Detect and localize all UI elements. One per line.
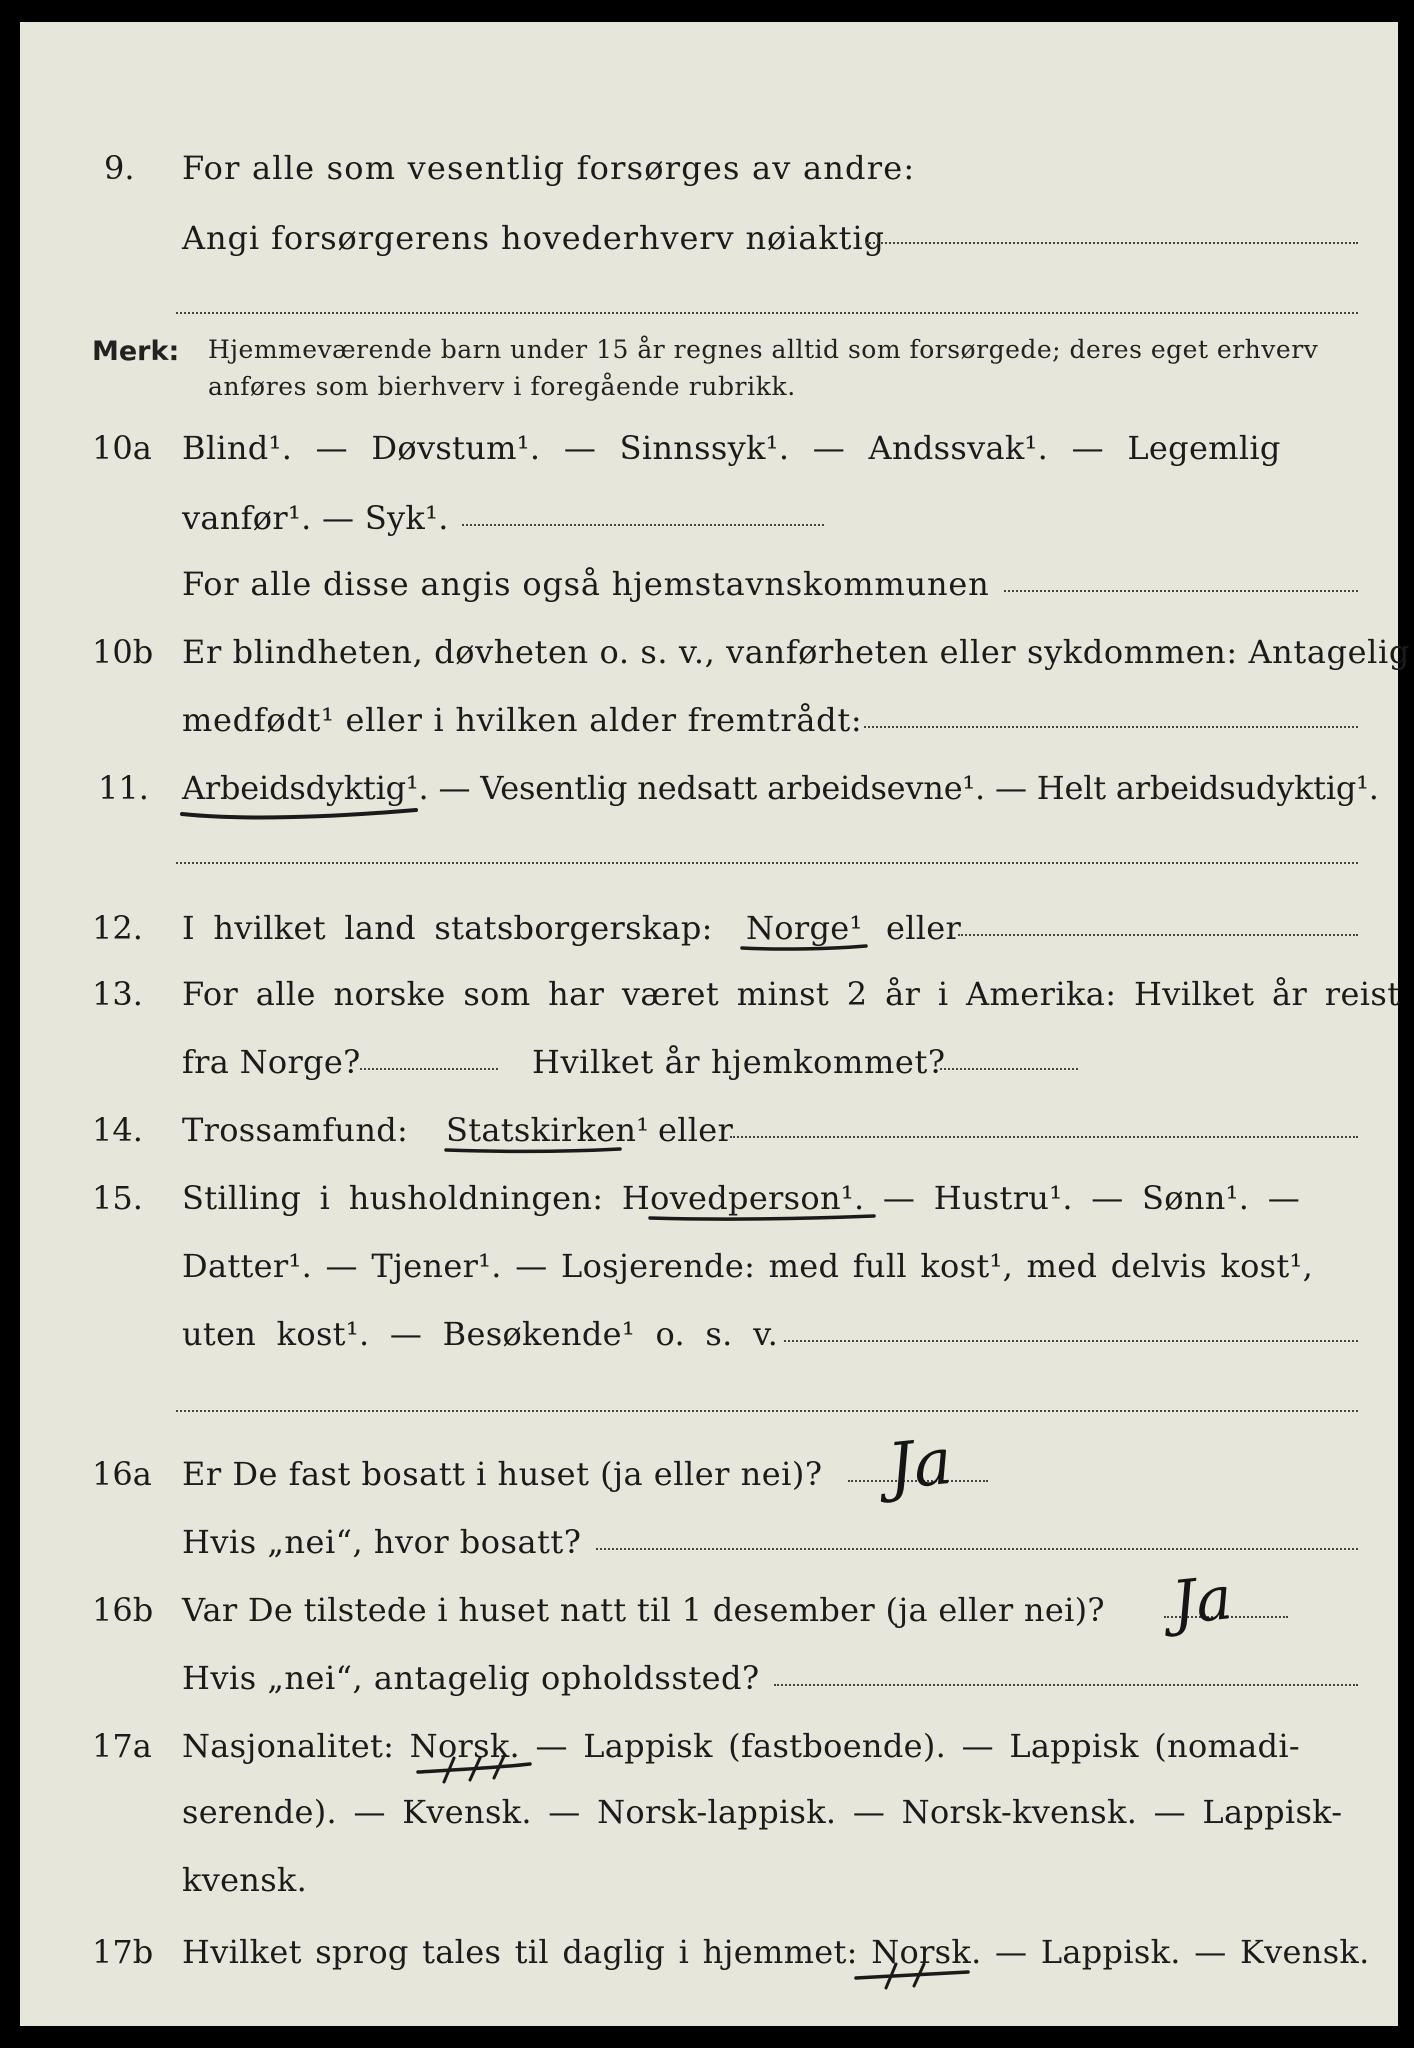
q9-text-line1: For alle som vesentlig forsørges av andre:: [182, 149, 916, 187]
item-number-14: 14.: [92, 1111, 143, 1149]
q12-handwritten-underline: [740, 940, 870, 956]
q9-answer-line[interactable]: [866, 242, 1358, 244]
item-number-16a: 16a: [92, 1455, 152, 1493]
item-number-10b: 10b: [92, 633, 154, 671]
item-number-16b: 16b: [92, 1591, 154, 1629]
q14-answer-line[interactable]: [730, 1136, 1358, 1138]
q16b-answer-text: Ja: [1168, 1563, 1236, 1639]
q12-eller-label: eller: [886, 909, 962, 947]
q10b-text-line2: medfødt¹ eller i hvilken alder fremtrådt:: [182, 701, 863, 739]
note-label: Merk:: [92, 336, 180, 367]
q11-text-line1: Arbeidsdyktig¹. — Vesentlig nedsatt arbeidsevne¹. — Helt arbeidsudyktig¹.: [182, 769, 1379, 807]
q15-text-line2: Datter¹. — Tjener¹. — Losjerende: med full kost¹, med delvis kost¹,: [182, 1247, 1314, 1285]
q9-answer-line-2[interactable]: [176, 312, 1358, 314]
q10a-answer-line[interactable]: [462, 524, 824, 526]
q13-year-left-line[interactable]: [360, 1068, 498, 1070]
q12-norge-option: Norge¹: [746, 909, 863, 947]
item-number-10a: 10a: [92, 429, 152, 467]
q16a-text-line1: Er De fast bosatt i huset (ja eller nei)?: [182, 1455, 823, 1493]
q13-text-line2b: Hvilket år hjemkommet?: [532, 1043, 946, 1081]
q16b-text-line2: Hvis „nei“, antagelig opholdssted?: [182, 1659, 760, 1697]
q17a-text-line1: Nasjonalitet: Norsk. — Lappisk (fastboende). — Lappisk (nomadi-: [182, 1727, 1300, 1765]
item-number-17b: 17b: [92, 1933, 154, 1971]
q13-year-returned-line[interactable]: [940, 1068, 1078, 1070]
q15-text-line3: uten kost¹. — Besøkende¹ o. s. v.: [182, 1315, 779, 1353]
q15-text-line1: Stilling i husholdningen: Hovedperson¹. — Hustru¹. — Sønn¹. —: [182, 1179, 1301, 1217]
q10a-text-line1: Blind¹. — Døvstum¹. — Sinnssyk¹. — Andssvak¹. — Legemlig: [182, 429, 1281, 467]
item-number-12: 12.: [92, 909, 143, 947]
q13-text-line1: For alle norske som har været minst 2 år i Amerika: Hvilket år reist: [182, 975, 1401, 1013]
q12-answer-line[interactable]: [958, 934, 1358, 936]
q17a-handwritten-mark: [414, 1752, 534, 1786]
q15-answer-line-2[interactable]: [176, 1410, 1358, 1412]
q17b-handwritten-mark: [852, 1956, 972, 1990]
item-number-13: 13.: [92, 975, 143, 1013]
q9-text-line2: Angi forsørgerens hovederhverv nøiaktig: [182, 219, 885, 257]
q11-answer-line[interactable]: [176, 862, 1358, 864]
q10a-text-line3: For alle disse angis også hjemstavnskommunen: [182, 565, 990, 603]
q10b-text-line1: Er blindheten, døvheten o. s. v., vanførheten eller sykdommen: Antagelig: [182, 633, 1410, 671]
q10a-text-line2: vanfør¹. — Syk¹.: [182, 499, 449, 537]
q10b-answer-line[interactable]: [864, 726, 1358, 728]
q17a-text-line2: serende). — Kvensk. — Norsk-lappisk. — Norsk-kvensk. — Lappisk-: [182, 1793, 1343, 1831]
q16b-text-line1: Var De tilstede i huset natt til 1 desember (ja eller nei)?: [182, 1591, 1105, 1629]
q11-handwritten-underline: [180, 800, 420, 824]
note-text-line1: Hjemmeværende barn under 15 år regnes alltid som forsørgede; deres eget erhverv: [208, 335, 1319, 364]
census-form-page: [20, 22, 1398, 2026]
q10a-home-municipality-line[interactable]: [1004, 590, 1358, 592]
q15-handwritten-underline: [648, 1210, 878, 1226]
q16a-answer-text: Ja: [884, 1424, 956, 1506]
item-number-9: 9.: [104, 149, 135, 187]
q14-text-line1: Trossamfund:: [182, 1111, 409, 1149]
q16a-text-line2: Hvis „nei“, hvor bosatt?: [182, 1523, 582, 1561]
item-number-15: 15.: [92, 1179, 143, 1217]
note-text-line2: anføres som bierhverv i foregående rubrikk.: [208, 372, 796, 401]
q16b-whereabouts-line[interactable]: [774, 1684, 1358, 1686]
q17b-text-line1: Hvilket sprog tales til daglig i hjemmet: Norsk. — Lappisk. — Kvensk.: [182, 1933, 1370, 1971]
q17a-text-line3: kvensk.: [182, 1861, 308, 1899]
q14-statskirken-option: Statskirken¹: [446, 1111, 650, 1149]
q14-handwritten-underline: [444, 1144, 624, 1158]
q13-text-line2a: fra Norge?: [182, 1043, 361, 1081]
q14-eller-label: eller: [658, 1111, 734, 1149]
item-number-11: 11.: [98, 769, 149, 807]
q12-text-line1: I hvilket land statsborgerskap:: [182, 909, 713, 947]
item-number-17a: 17a: [92, 1727, 152, 1765]
q16a-residence-line[interactable]: [596, 1548, 1358, 1550]
q15-answer-line[interactable]: [784, 1340, 1358, 1342]
